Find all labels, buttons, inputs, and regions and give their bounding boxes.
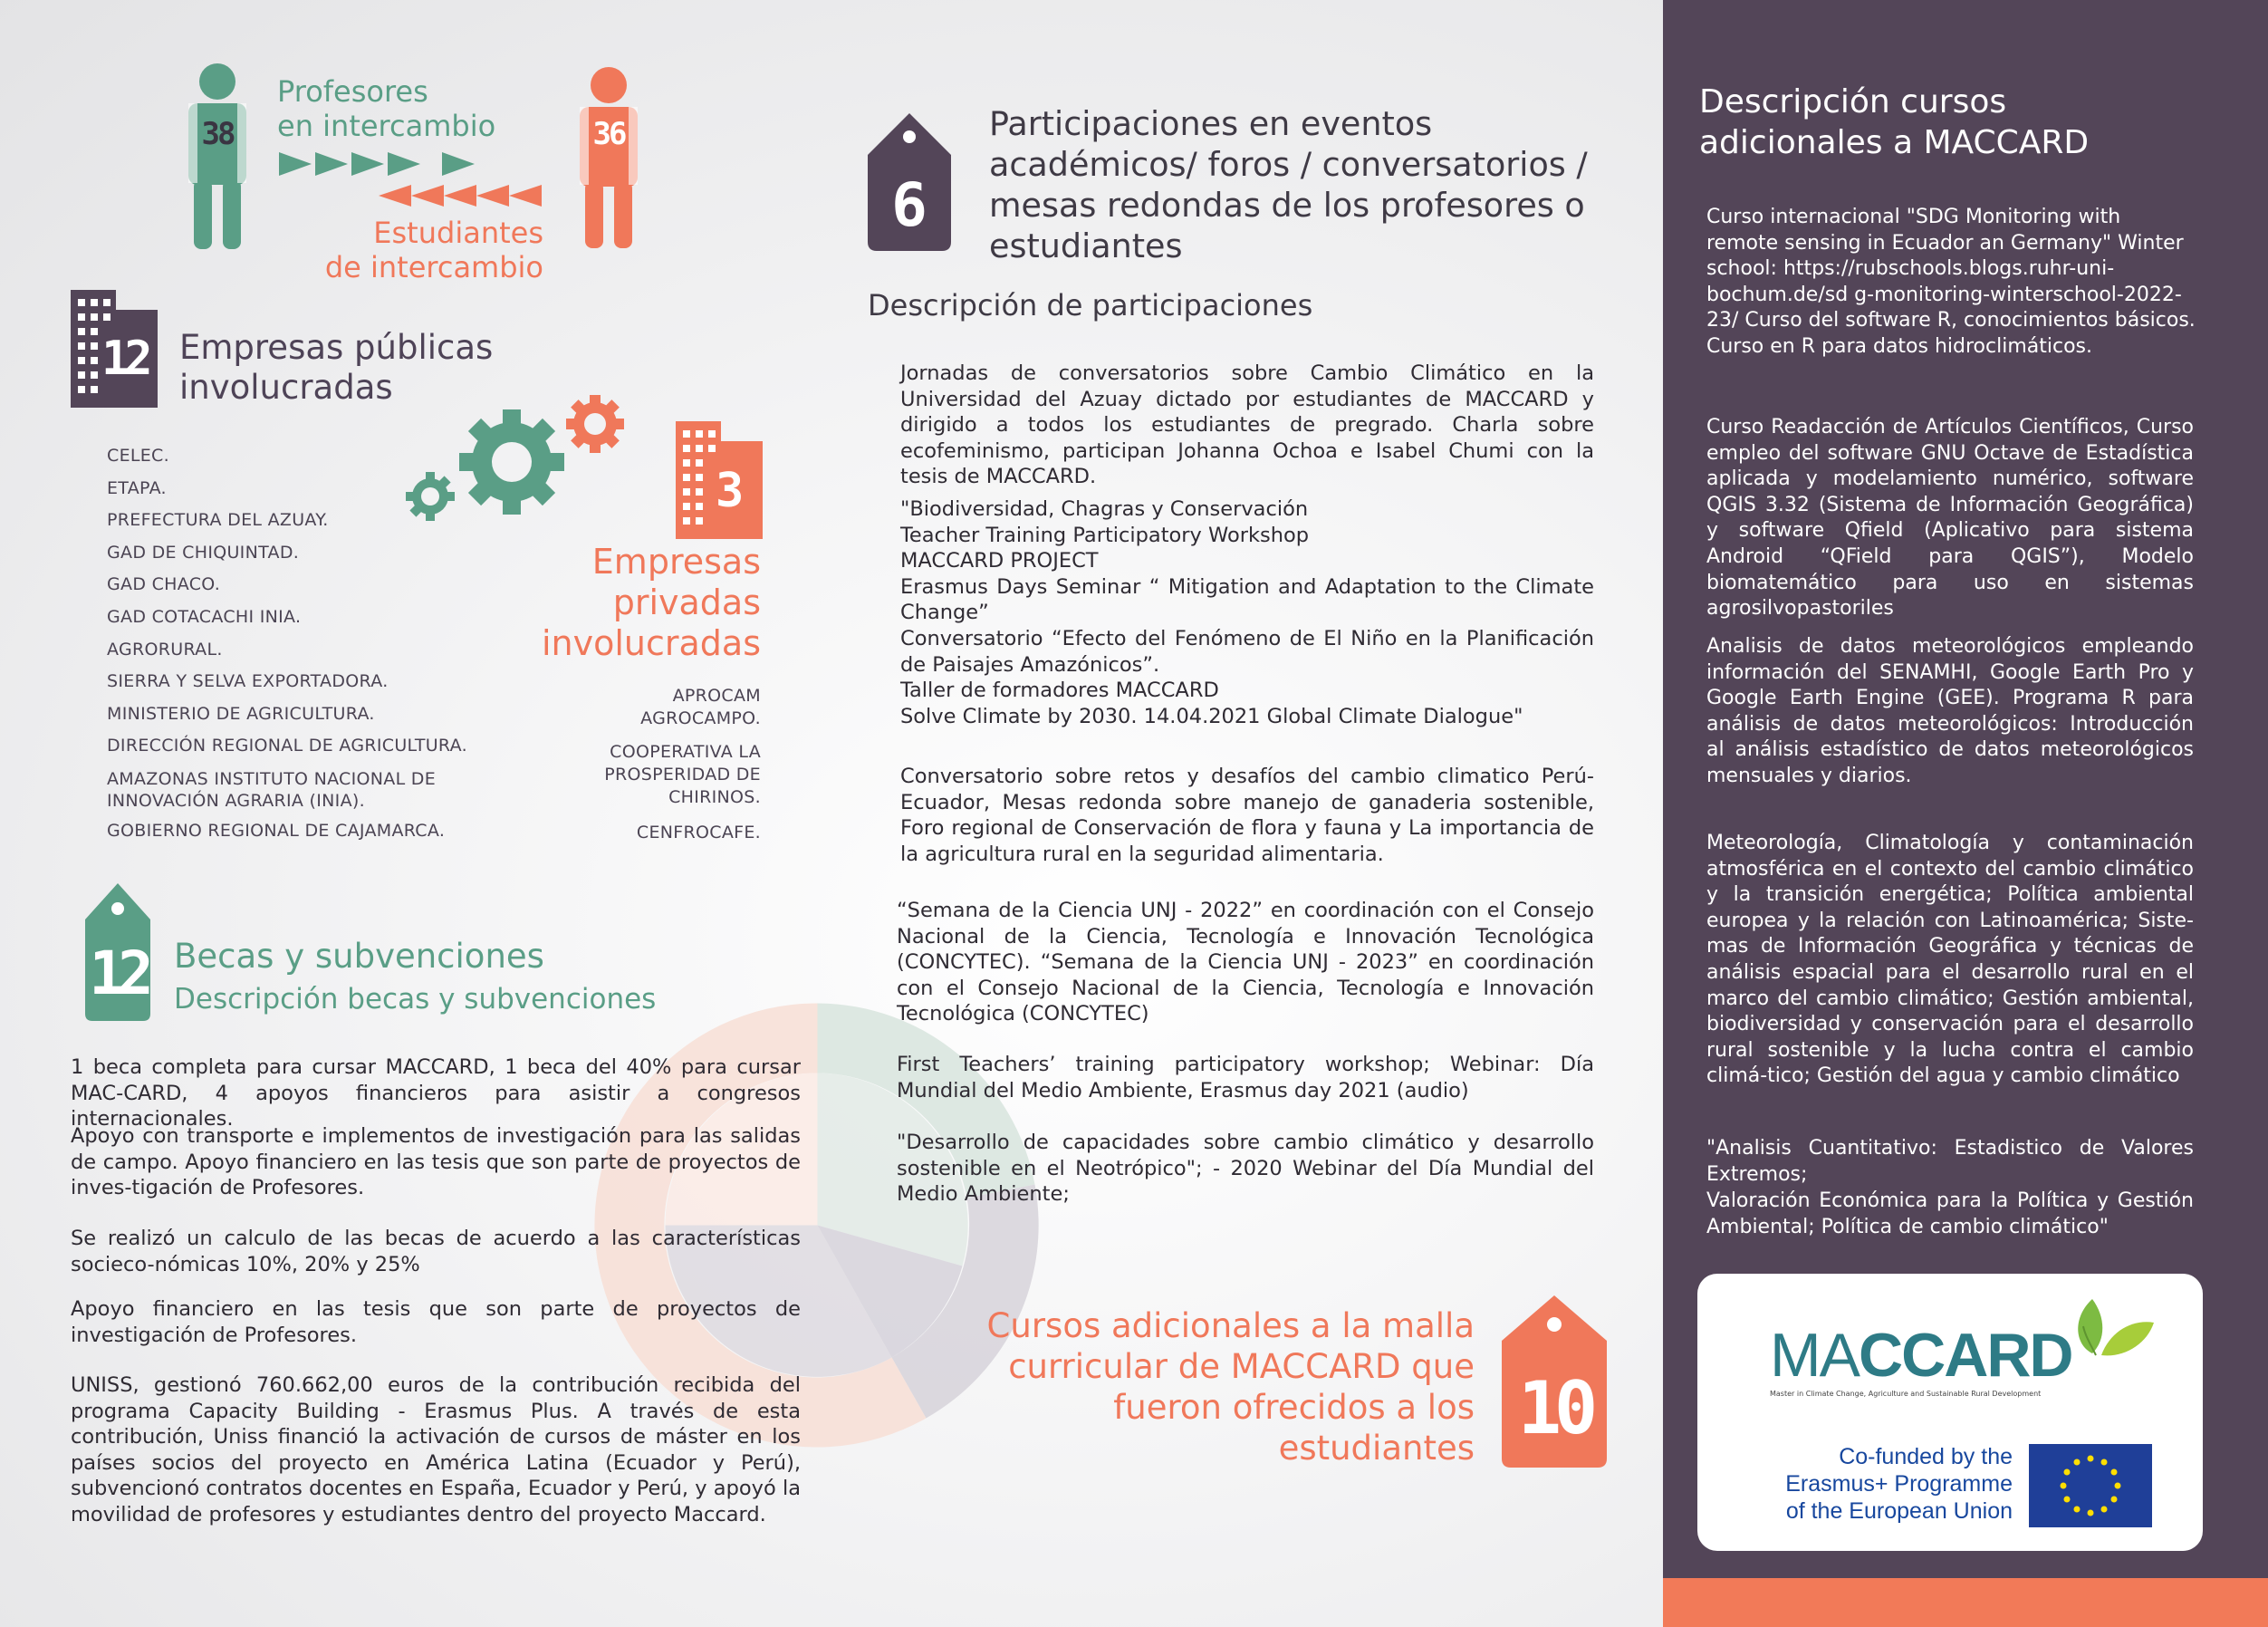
- participation-line: Conversatorio “Efecto del Fenómeno de El Niño en la Planificación de Paisajes Amazónicos”.: [900, 626, 1594, 677]
- cofunded-line-3: of the European Union: [1785, 1498, 2013, 1524]
- list-item: SIERRA Y SELVA EXPORTADORA.: [107, 671, 389, 692]
- list-item: INNOVACIÓN AGRARIA (INIA).: [107, 790, 365, 811]
- professors-label-2: en intercambio: [277, 109, 496, 143]
- scholarships-count: 12: [89, 939, 147, 1008]
- students-count: 36: [592, 116, 625, 152]
- list-item: COOPERATIVA LA: [610, 742, 761, 762]
- maccard-logo: [1770, 1321, 2072, 1390]
- sidebar-paragraph-5b: Valoración Económica para la Política y Gestión Ambiental; Política de cambio climático": [1706, 1189, 2194, 1238]
- participation-line: Solve Climate by 2030. 14.04.2021 Global Climate Dialogue": [900, 704, 1523, 728]
- scholarships-paragraph-1: 1 beca completa para cursar MACCARD, 1 beca del 40% para cursar MAC-CARD, 4 apoyos financieros para asistir a congresos internacionales.: [71, 1055, 801, 1131]
- participations-paragraph-4: “Semana de la Ciencia UNJ - 2022” en coordinación con el Consejo Nacional de la Ciencia, Tecnología e Innovación Tecnológica (CONCYTEC). “Semana de la Ciencia UNJ - 2023” en coordinación con el Consejo Nacional de la Ciencia, Tecnología e Innovación Tecnológica (CONCYTEC): [897, 899, 1594, 1026]
- participations-paragraph-2: [900, 496, 1594, 729]
- public-companies-title-2: involucradas: [179, 368, 393, 407]
- participations-count: 6: [891, 170, 927, 240]
- list-item: APROCAM: [672, 686, 761, 706]
- sidebar-paragraph-5: "Analisis Cuantitativo: Estadistico de Valores Extremos;: [1706, 1137, 2194, 1186]
- list-item: ETAPA.: [107, 477, 167, 498]
- professors-count: 38: [201, 116, 234, 152]
- student-person-icon: [572, 67, 645, 248]
- participations-title-2: académicos/ foros / conversatorios /: [989, 145, 1588, 184]
- leaves-icon: [2065, 1290, 2156, 1362]
- participations-title-4: estudiantes: [989, 226, 1183, 265]
- list-item: GOBIERNO REGIONAL DE CAJAMARCA.: [107, 820, 446, 841]
- list-item: PREFECTURA DEL AZUAY.: [107, 510, 329, 531]
- private-companies-title-3: involucradas: [541, 623, 761, 663]
- list-item: PROSPERIDAD DE: [604, 765, 761, 785]
- participations-paragraph-6: "Desarrollo de capacidades sobre cambio climático y desarrollo sostenible en el Neotrópico"; - 2020 Webinar del Día Mundial del Medio Ambiente;: [897, 1131, 1594, 1207]
- public-companies-title-1: Empresas públicas: [179, 328, 494, 367]
- logo-ccard: CCARD: [1859, 1321, 2072, 1390]
- participation-line: Teacher Training Participatory Workshop: [900, 523, 1310, 547]
- participation-line: Taller de formadores MACCARD: [900, 679, 1219, 703]
- scholarships-paragraph-2: Apoyo con transporte e implementos de investigación para las salidas de campo. Apoyo financiero en las tesis que son parte de proyectos de inves-tigación de Profesores.: [71, 1124, 801, 1200]
- sidebar-paragraph-1: Curso internacional "SDG Monitoring with remote sensing in Ecuador an Germany" Winter school: https://rubschools.blogs.ruhr-uni-bochum.de/sd g-monitoring-winterschool-2022-23/ Curso del software R, conocimientos básicos. Curso en R para datos hidroclimáticos.: [1706, 206, 2196, 358]
- eu-flag-icon: [2029, 1444, 2152, 1527]
- participation-line: "Biodiversidad, Chagras y Conservación: [900, 497, 1309, 521]
- scholarships-paragraph-4: Apoyo financiero en las tesis que son parte de proyectos de investigación de Profesores.: [71, 1297, 801, 1347]
- sidebar-footer-bar: [1663, 1578, 2268, 1627]
- right-arrows-icon: [279, 150, 483, 178]
- private-companies-count: 3: [716, 464, 745, 518]
- scholarships-title: Becas y subvenciones: [174, 937, 544, 976]
- list-item: AGRORURAL.: [107, 639, 223, 659]
- professors-label-1: Profesores: [277, 74, 428, 109]
- list-item: CHIRINOS.: [668, 787, 761, 807]
- participations-paragraph-3: Conversatorio sobre retos y desafíos del cambio climatico Perú-Ecuador, Mesas redonda sobre manejo de ganaderia sostenible, Foro regional de Conservación de flora y fauna y La importancia de la agricultura rural en la seguridad alimentaria.: [900, 765, 1594, 866]
- sidebar-paragraph-2: Curso Readacción de Artículos Científicos, Curso empleo del software GNU Octave de Estadística aplicada y modelamiento numérico, software QGIS 3.32 (Sistema de Información Geográfica) y software Qfield (Aplicativo para sistema Android “QField para QGIS”), Modelo biomatemático para uso en sistemas agrosilvopastoriles: [1706, 416, 2194, 621]
- participations-title-1: Participaciones en eventos: [989, 104, 1433, 143]
- additional-courses-title-1: Cursos adicionales a la malla: [986, 1306, 1475, 1345]
- participation-line: Erasmus Days Seminar “ Mitigation and Adaptation to the Climate Change”: [900, 574, 1594, 625]
- logo-ma: MA: [1770, 1321, 1859, 1390]
- professor-person-icon: [181, 63, 254, 249]
- scholarships-subtitle: Descripción becas y subvenciones: [174, 983, 657, 1016]
- additional-courses-title-2: curricular de MACCARD que: [1008, 1347, 1475, 1386]
- logo-tagline: Master in Climate Change, Agriculture and Sustainable Rural Development: [1770, 1390, 2042, 1398]
- participation-line: MACCARD PROJECT: [900, 549, 1099, 573]
- list-item: AMAZONAS INSTITUTO NACIONAL DE: [107, 768, 437, 789]
- scholarships-paragraph-5: UNISS, gestionó 760.662,00 euros de la contribución recibida del programa Capacity Building - Erasmus Plus. A través de esta contribución, Uniss financió la activación de cursos de máster en los países socios del proyecto en América Latina (Ecuador y Perú), subvencionó contratos docentes en España, Ecuador y Perú, y apoyó la movilidad de profesores y estudiantes dentro del proyecto Maccard.: [71, 1373, 801, 1526]
- students-label-2: de intercambio: [324, 250, 543, 284]
- list-item: AGROCAMPO.: [640, 708, 761, 728]
- participations-paragraph-1: Jornadas de conversatorios sobre Cambio Climático en la Universidad del Azuay dictado por estudiantes de MACCARD y dirigido a todos los estudiantes de pregrado. Charla sobre ecofeminismo, participan Johanna Ochoa e Isabel Chumi con la tesis de MACCARD.: [900, 361, 1594, 489]
- scholarships-paragraph-3: Se realizó un calculo de las becas de acuerdo a las características socieco-nómicas 10%, 20% y 25%: [71, 1227, 801, 1276]
- additional-courses-title-4: estudiantes: [1278, 1429, 1475, 1468]
- list-item: CENFROCAFE.: [636, 823, 761, 842]
- cofunded-line-2: Erasmus+ Programme: [1785, 1471, 2013, 1497]
- list-item: DIRECCIÓN REGIONAL DE AGRICULTURA.: [107, 736, 467, 756]
- list-item: CELEC.: [107, 446, 169, 466]
- gears-icon: [403, 390, 629, 525]
- private-companies-list: [525, 685, 761, 844]
- list-item: GAD CHACO.: [107, 574, 221, 595]
- sidebar-paragraph-4: Meteorología, Climatología y contaminación atmosférica en el contexto del cambio climático y la transición energética; Política ambiental europea y la relación con Latinoamérica; Siste-mas de Información Geográfica y técnicas de análisis espacial para el desarrollo rural en el marco del cambio climático; Gestión ambiental, biodiversidad y conservación para el desarrollo rural sostenible y la lucha contra el cambio climá-tico; Gestión del agua y cambio climático: [1706, 832, 2194, 1088]
- sidebar-paragraph-3: Analisis de datos meteorológicos empleando información del SENAMHI, Google Earth Pro y Google Earth Engine (GEE). Programa R para análisis de datos meteorológicos: Introducción al análisis estadístico de datos meteorológicos mensuales y diarios.: [1706, 635, 2194, 787]
- list-item: GAD COTACACHI INIA.: [107, 606, 302, 627]
- list-item: GAD DE CHIQUINTAD.: [107, 542, 300, 563]
- additional-courses-count: 10: [1517, 1366, 1591, 1450]
- private-companies-title-2: privadas: [612, 582, 761, 622]
- cofunded-line-1: Co-funded by the: [1839, 1444, 2013, 1469]
- private-companies-title-1: Empresas: [591, 542, 761, 582]
- sidebar-title-2: adicionales a MACCARD: [1699, 124, 2090, 161]
- list-item: MINISTERIO DE AGRICULTURA.: [107, 703, 375, 724]
- additional-courses-title-3: fueron ofrecidos a los: [1113, 1388, 1475, 1427]
- participations-title-3: mesas redondas de los profesores o: [989, 186, 1585, 225]
- participations-subtitle: Descripción de participaciones: [868, 288, 1313, 323]
- sidebar-title-1: Descripción cursos: [1699, 83, 2007, 120]
- participations-paragraph-5: First Teachers’ training participatory workshop; Webinar: Día Mundial del Medio Ambiente, Erasmus day 2021 (audio): [897, 1053, 1594, 1102]
- students-label-1: Estudiantes: [373, 216, 543, 250]
- left-arrows-icon: [379, 183, 542, 208]
- public-companies-count: 12: [101, 332, 148, 386]
